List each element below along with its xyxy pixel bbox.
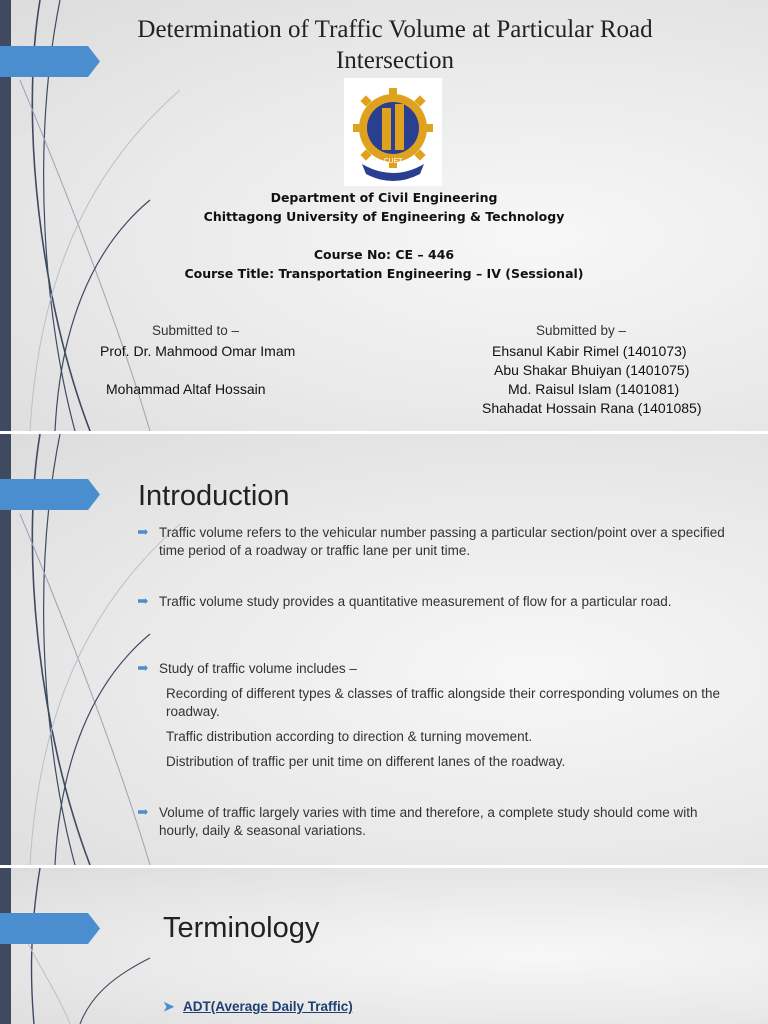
chevron-right-icon: ➤ bbox=[163, 999, 175, 1014]
supervisor-name: Mohammad Altaf Hossain bbox=[106, 381, 266, 397]
university-logo bbox=[344, 78, 442, 186]
svg-text:CUET: CUET bbox=[383, 157, 403, 165]
student-name: Ehsanul Kabir Rimel (1401073) bbox=[492, 343, 687, 359]
slide-heading: Introduction bbox=[138, 480, 290, 512]
supervisor-name: Prof. Dr. Mahmood Omar Imam bbox=[100, 343, 296, 359]
slide-terminology bbox=[0, 868, 768, 1024]
course-block bbox=[0, 245, 768, 283]
accent-arrow bbox=[0, 913, 100, 944]
accent-arrow bbox=[0, 479, 100, 510]
sub-item: Recording of different types & classes of traffic alongside their corresponding volumes on the roadway. bbox=[166, 686, 721, 719]
sub-item: Distribution of traffic per unit time on different lanes of the roadway. bbox=[166, 754, 566, 769]
student-name: Md. Raisul Islam (1401081) bbox=[508, 381, 680, 397]
sub-item: Traffic distribution according to direction & turning movement. bbox=[166, 729, 533, 744]
submitted-to-label: Submitted to – bbox=[152, 323, 240, 338]
accent-arrow bbox=[0, 46, 100, 77]
department-name: Department of Civil Engineering bbox=[270, 190, 498, 205]
submitted-by-label: Submitted by – bbox=[536, 323, 627, 338]
university-name: Chittagong University of Engineering & Technology bbox=[203, 209, 565, 224]
course-number: Course No: CE – 446 bbox=[313, 247, 455, 262]
cuet-logo-icon bbox=[344, 78, 442, 186]
slide-introduction: Introduction Traffic volume refers to the vehicular number passing a particular section/point over a specified time period of a roadway or traffic lane per unit time. Traffic volume study provides a quantitative measurement of flow for a particular road. Study of traffic volume includes – Recording of different types & classes of traffic alongside their corresponding volumes on the roadway. Traffic distribution according to direction & turning movement. Distribution of traffic per unit time on different lanes of the roadway. Volume of traffic largely varies with time and therefore, a complete study should come with hourly, daily & seasonal variations. bbox=[0, 434, 768, 865]
presentation-title: Determination of Traffic Volume at Particular Road Intersection bbox=[137, 16, 653, 74]
term-item-adt: ➤ ADT(Average Daily Traffic) bbox=[163, 999, 353, 1014]
course-title: Course Title: Transportation Engineering – IV (Sessional) bbox=[184, 266, 584, 281]
slide-heading: Terminology bbox=[163, 912, 320, 944]
student-name: Abu Shakar Bhuiyan (1401075) bbox=[494, 362, 690, 378]
institution-block bbox=[0, 188, 768, 226]
slide-title bbox=[0, 0, 768, 431]
student-name: Shahadat Hossain Rana (1401085) bbox=[482, 400, 702, 416]
